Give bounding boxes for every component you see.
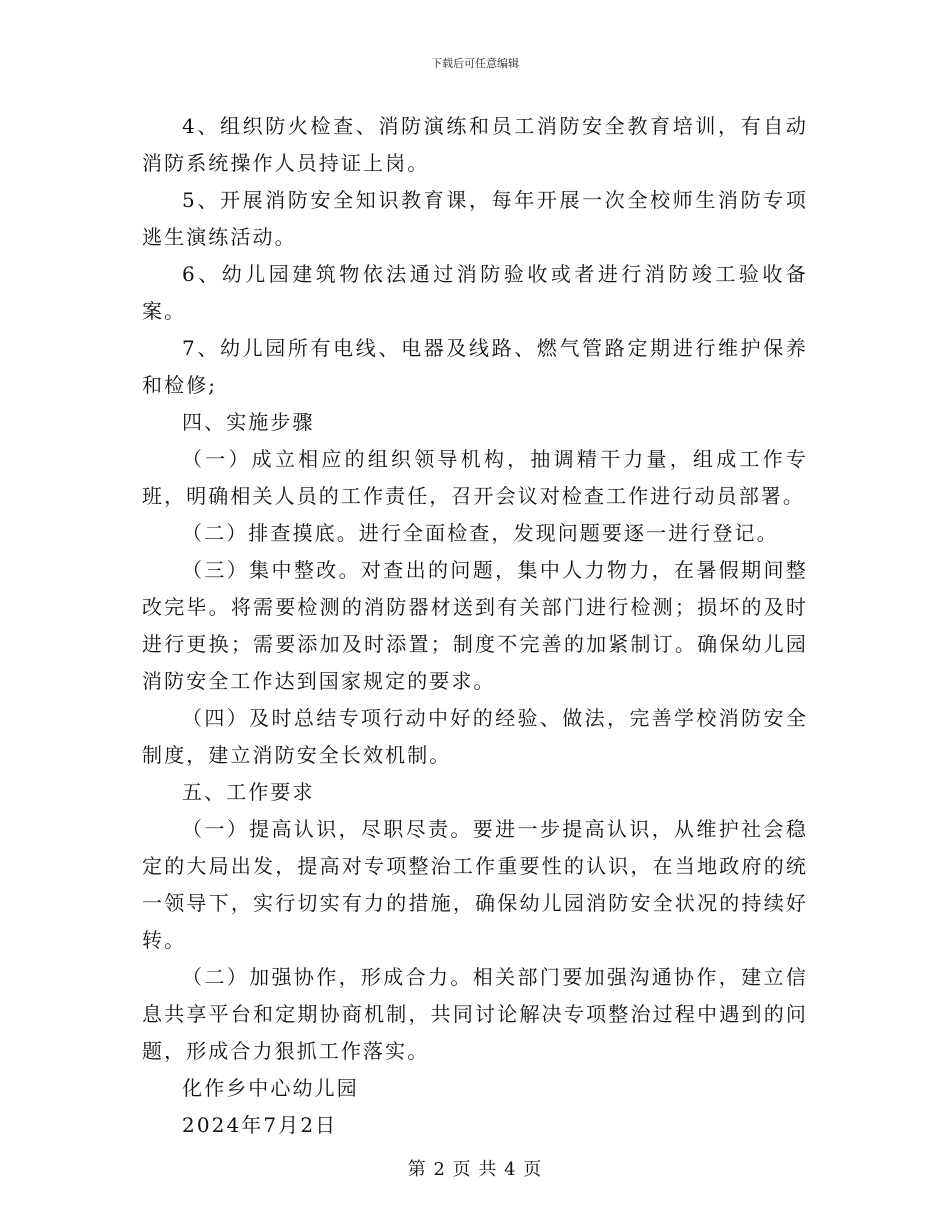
step-paragraph-2: （二）排查摸底。进行全面检查，发现问题要逐一进行登记。 [182,521,779,545]
requirement-paragraph-1: （一）提高认识，尽职尽责。要进一步提高认识，从维护社会稳定的大局出发，提高对专项整治工作重要性的认识，在当地政府的统一领导下，实行切实有力的措施，确保幼儿园消防安全状况的持续好转。 [142,817,808,952]
paragraph-item-7: 7、幼儿园所有电线、电器及线路、燃气管路定期进行维护保养和检修; [142,336,808,397]
paragraph-item-5: 5、开展消防安全知识教育课，每年开展一次全校师生消防专项逃生演练活动。 [142,188,808,249]
signature-date: 2024年7月2日 [182,1113,338,1137]
paragraph-item-6: 6、幼儿园建筑物依法通过消防验收或者进行消防竣工验收备案。 [142,262,808,323]
step-paragraph-3: （三）集中整改。对查出的问题，集中人力物力，在暑假期间整改完毕。将需要检测的消防器材送到有关部门进行检测；损坏的及时进行更换；需要添加及时添置；制度不完善的加紧制订。确保幼儿园消防安全工作达到国家规定的要求。 [142,558,808,693]
step-paragraph-4: （四）及时总结专项行动中好的经验、做法，完善学校消防安全制度，建立消防安全长效机制。 [142,706,808,767]
section-heading-requirements: 五、工作要求 [182,780,315,804]
document-body [142,108,808,1144]
paragraph-item-4: 4、组织防火检查、消防演练和员工消防安全教育培训，有自动消防系统操作人员持证上岗。 [142,114,808,175]
step-paragraph-1: （一）成立相应的组织领导机构，抽调精干力量，组成工作专班，明确相关人员的工作责任，召开会议对检查工作进行动员部署。 [142,447,808,508]
page-header: 下载后可任意编辑 [431,57,519,70]
section-heading-implementation: 四、实施步骤 [182,410,315,434]
page-number-footer: 第 2 页 共 4 页 [407,1159,543,1180]
signature-organization: 化作乡中心幼儿园 [182,1076,359,1100]
requirement-paragraph-2: （二）加强协作，形成合力。相关部门要加强沟通协作，建立信息共享平台和定期协商机制，共同讨论解决专项整治过程中遇到的问题，形成合力狠抓工作落实。 [142,965,808,1063]
